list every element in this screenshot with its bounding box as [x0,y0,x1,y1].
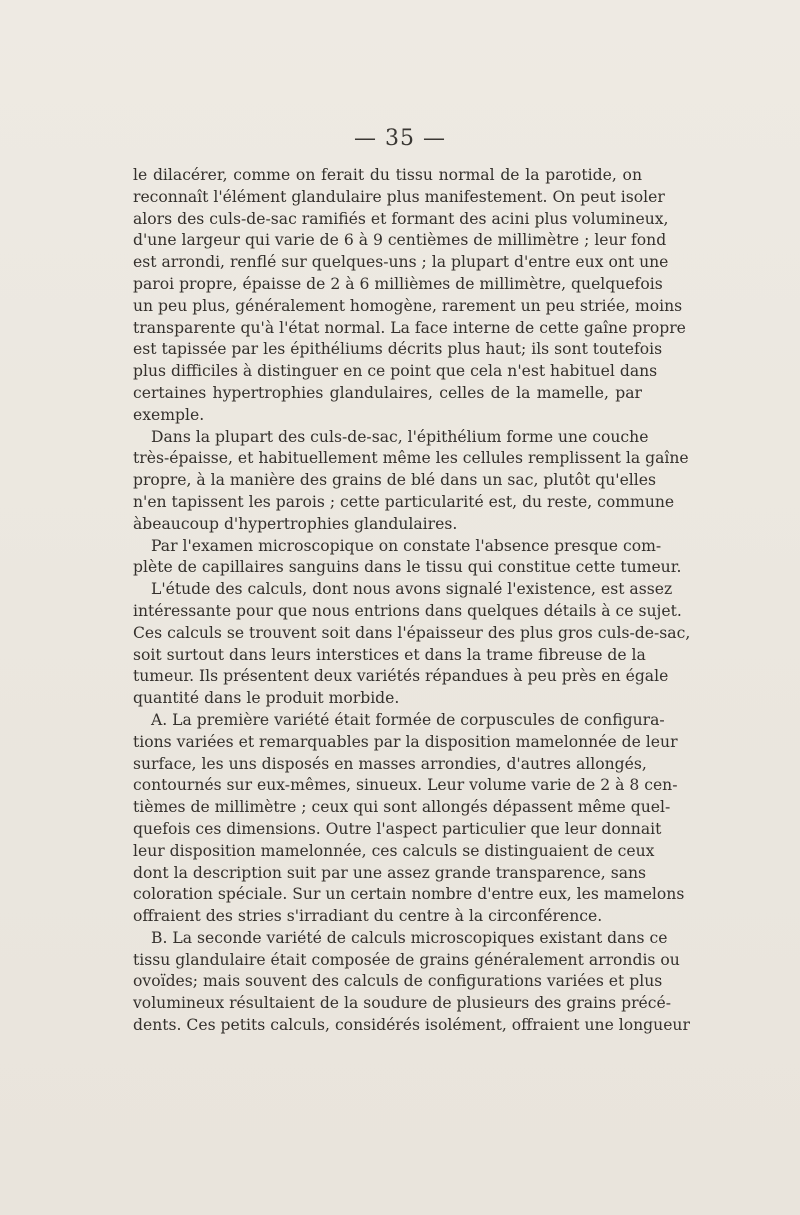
text-line: Ces calculs se trouvent soit dans l'épaisseur des plus gros culs-de-sac, [133,623,691,642]
body-text [133,165,691,1037]
text-line: paroi propre, épaisse de 2 à 6 millièmes de millimètre, quelquefois [133,274,663,293]
text-line: transparente qu'à l'état normal. La face interne de cette gaîne propre [133,318,686,337]
text-line: le dilacérer, comme on ferait du tissu normal de la parotide, on [133,166,642,184]
paragraph [133,427,689,536]
text-line: tions variées et remarquables par la disposition mamelonnée de leur [133,732,678,751]
text-line: n'en tapissent les parois ; cette particularité est, du reste, commune [133,492,675,511]
text-line: un peu plus, généralement homogène, rarement un peu striée, moins [133,296,683,315]
text-line: àbeaucoup d'hypertrophies glandulaires. [133,514,458,533]
text-line: B. La seconde variété de calculs microscopiques existant dans ce [151,928,668,947]
text-line: plus difficiles à distinguer en ce point que cela n'est habituel dans [133,362,658,381]
text-line: Par l'examen microscopique on constate l'absence presque com- [151,536,662,555]
text-line: tumeur. Ils présentent deux variétés répandues à peu près en égale [133,667,669,686]
text-line: L'étude des calculs, dont nous avons signalé l'existence, est assez [151,580,673,599]
text-line: est tapissée par les épithéliums décrits plus haut; ils sont toutefois [133,340,663,359]
paragraph [133,536,682,580]
text-line: certaines hypertrophies glandulaires, celles de la mamelle, par [133,383,642,402]
text-line: très-épaisse, et habituellement même les cellules remplissent la gaîne [133,449,689,468]
text-line: dont la description suit par une assez grande transparence, sans [133,863,647,882]
text-line: A. La première variété était formée de corpuscules de configura- [151,710,665,729]
text-line: leur disposition mamelonnée, ces calculs se distinguaient de ceux [133,841,655,860]
text-line: ovoïdes; mais souvent des calculs de configurations variées et plus [133,972,663,991]
paragraph [133,165,686,427]
text-line: soit surtout dans leurs interstices et dans la trame fibreuse de la [133,645,646,664]
text-line: quefois ces dimensions. Outre l'aspect particulier que leur donnait [133,819,662,838]
text-line: alors des culs-de-sac ramifiés et formant des acini plus volumineux, [133,209,669,228]
text-line: quantité dans le produit morbide. [133,689,400,708]
paragraph [133,928,690,1037]
text-line: volumineux résultaient de la soudure de plusieurs des grains précé- [133,994,671,1013]
text-line: intéressante pour que nous entrions dans quelques détails à ce sujet. [133,601,682,620]
text-line: surface, les uns disposés en masses arrondies, d'autres allongés, [133,754,647,773]
page-number: — 35 — [354,126,446,151]
paragraph [133,579,691,710]
text-line: plète de capillaires sanguins dans le tissu qui constitue cette tumeur. [133,558,682,577]
text-line: reconnaît l'élément glandulaire plus manifestement. On peut isoler [133,187,665,206]
text-line: dents. Ces petits calculs, considérés isolément, offraient une longueur [133,1016,690,1035]
text-line: tièmes de millimètre ; ceux qui sont allongés dépassent même quel- [133,798,671,817]
text-line: Dans la plupart des culs-de-sac, l'épithélium forme une couche [151,427,649,446]
paragraph [133,710,685,928]
text-line: tissu glandulaire était composée de grains généralement arrondis ou [133,950,680,969]
text-line: coloration spéciale. Sur un certain nombre d'entre eux, les mamelons [133,885,685,904]
text-line: offraient des stries s'irradiant du centre à la circonférence. [133,907,603,926]
text-line: est arrondi, renflé sur quelques-uns ; la plupart d'entre eux ont une [133,253,669,272]
text-line: d'une largeur qui varie de 6 à 9 centièmes de millimètre ; leur fond [133,231,667,250]
text-line: contournés sur eux-mêmes, sinueux. Leur volume varie de 2 à 8 cen- [133,776,678,795]
text-line: exemple. [133,405,205,424]
text-line: propre, à la manière des grains de blé dans un sac, plutôt qu'elles [133,471,656,490]
